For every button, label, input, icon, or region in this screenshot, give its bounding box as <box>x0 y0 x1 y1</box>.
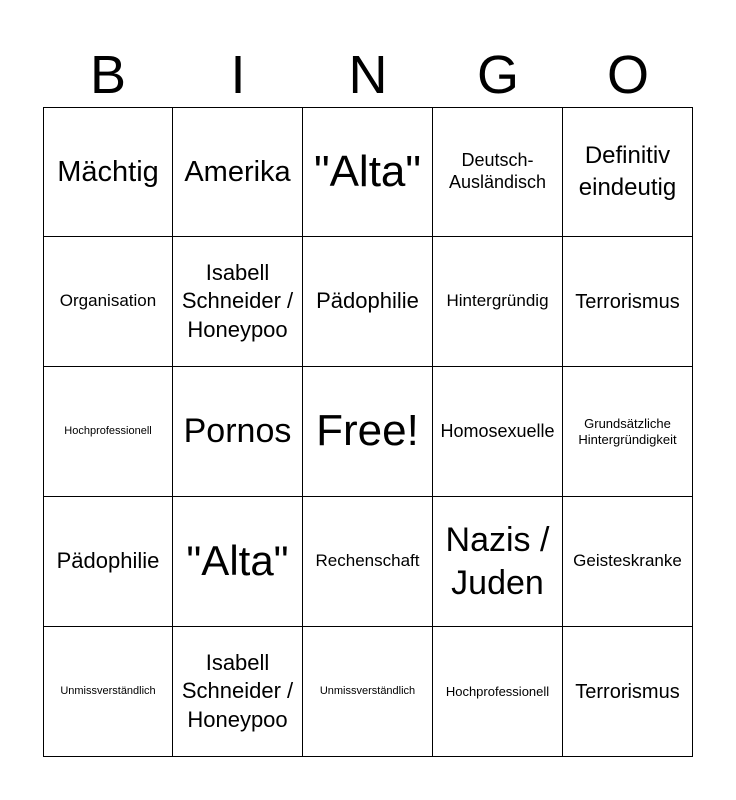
bingo-cell[interactable]: Deutsch-Ausländisch <box>433 107 563 237</box>
bingo-header <box>43 42 693 108</box>
bingo-cell[interactable]: Rechenschaft <box>303 497 433 627</box>
bingo-cell[interactable]: Pädophilie <box>43 497 173 627</box>
header-letter-g: G <box>476 45 519 105</box>
bingo-cell[interactable]: Hochprofessionell <box>433 627 563 757</box>
bingo-cell[interactable]: Terrorismus <box>563 627 693 757</box>
bingo-cell[interactable]: Amerika <box>173 107 303 237</box>
header-letter-o: O <box>606 45 649 105</box>
bingo-cell[interactable]: "Alta" <box>173 497 303 627</box>
header-letter-i: I <box>230 45 246 105</box>
free-space-cell[interactable]: Free! <box>303 367 433 497</box>
bingo-cell[interactable]: Mächtig <box>43 107 173 237</box>
bingo-cell[interactable]: Terrorismus <box>563 237 693 367</box>
bingo-cell[interactable]: Isabell Schneider / Honeypoo <box>173 627 303 757</box>
bingo-cell[interactable]: Homosexuelle <box>433 367 563 497</box>
bingo-cell[interactable]: Pädophilie <box>303 237 433 367</box>
header-letter-n: N <box>348 45 388 105</box>
bingo-board <box>43 107 693 757</box>
bingo-cell[interactable]: Hochprofessionell <box>43 367 173 497</box>
bingo-cell[interactable]: "Alta" <box>303 107 433 237</box>
bingo-cell[interactable]: Geisteskranke <box>563 497 693 627</box>
bingo-cell[interactable]: Grundsätzliche Hintergründigkeit <box>563 367 693 497</box>
bingo-cell[interactable]: Unmissverständlich <box>303 627 433 757</box>
bingo-cell[interactable]: Unmissverständlich <box>43 627 173 757</box>
bingo-cell[interactable]: Nazis / Juden <box>433 497 563 627</box>
bingo-cell[interactable]: Pornos <box>173 367 303 497</box>
header-letter-b: B <box>89 45 127 105</box>
bingo-cell[interactable]: Isabell Schneider / Honeypoo <box>173 237 303 367</box>
bingo-cell[interactable]: Hintergründig <box>433 237 563 367</box>
bingo-cell[interactable]: Definitiv eindeutig <box>563 107 693 237</box>
bingo-cell[interactable]: Organisation <box>43 237 173 367</box>
